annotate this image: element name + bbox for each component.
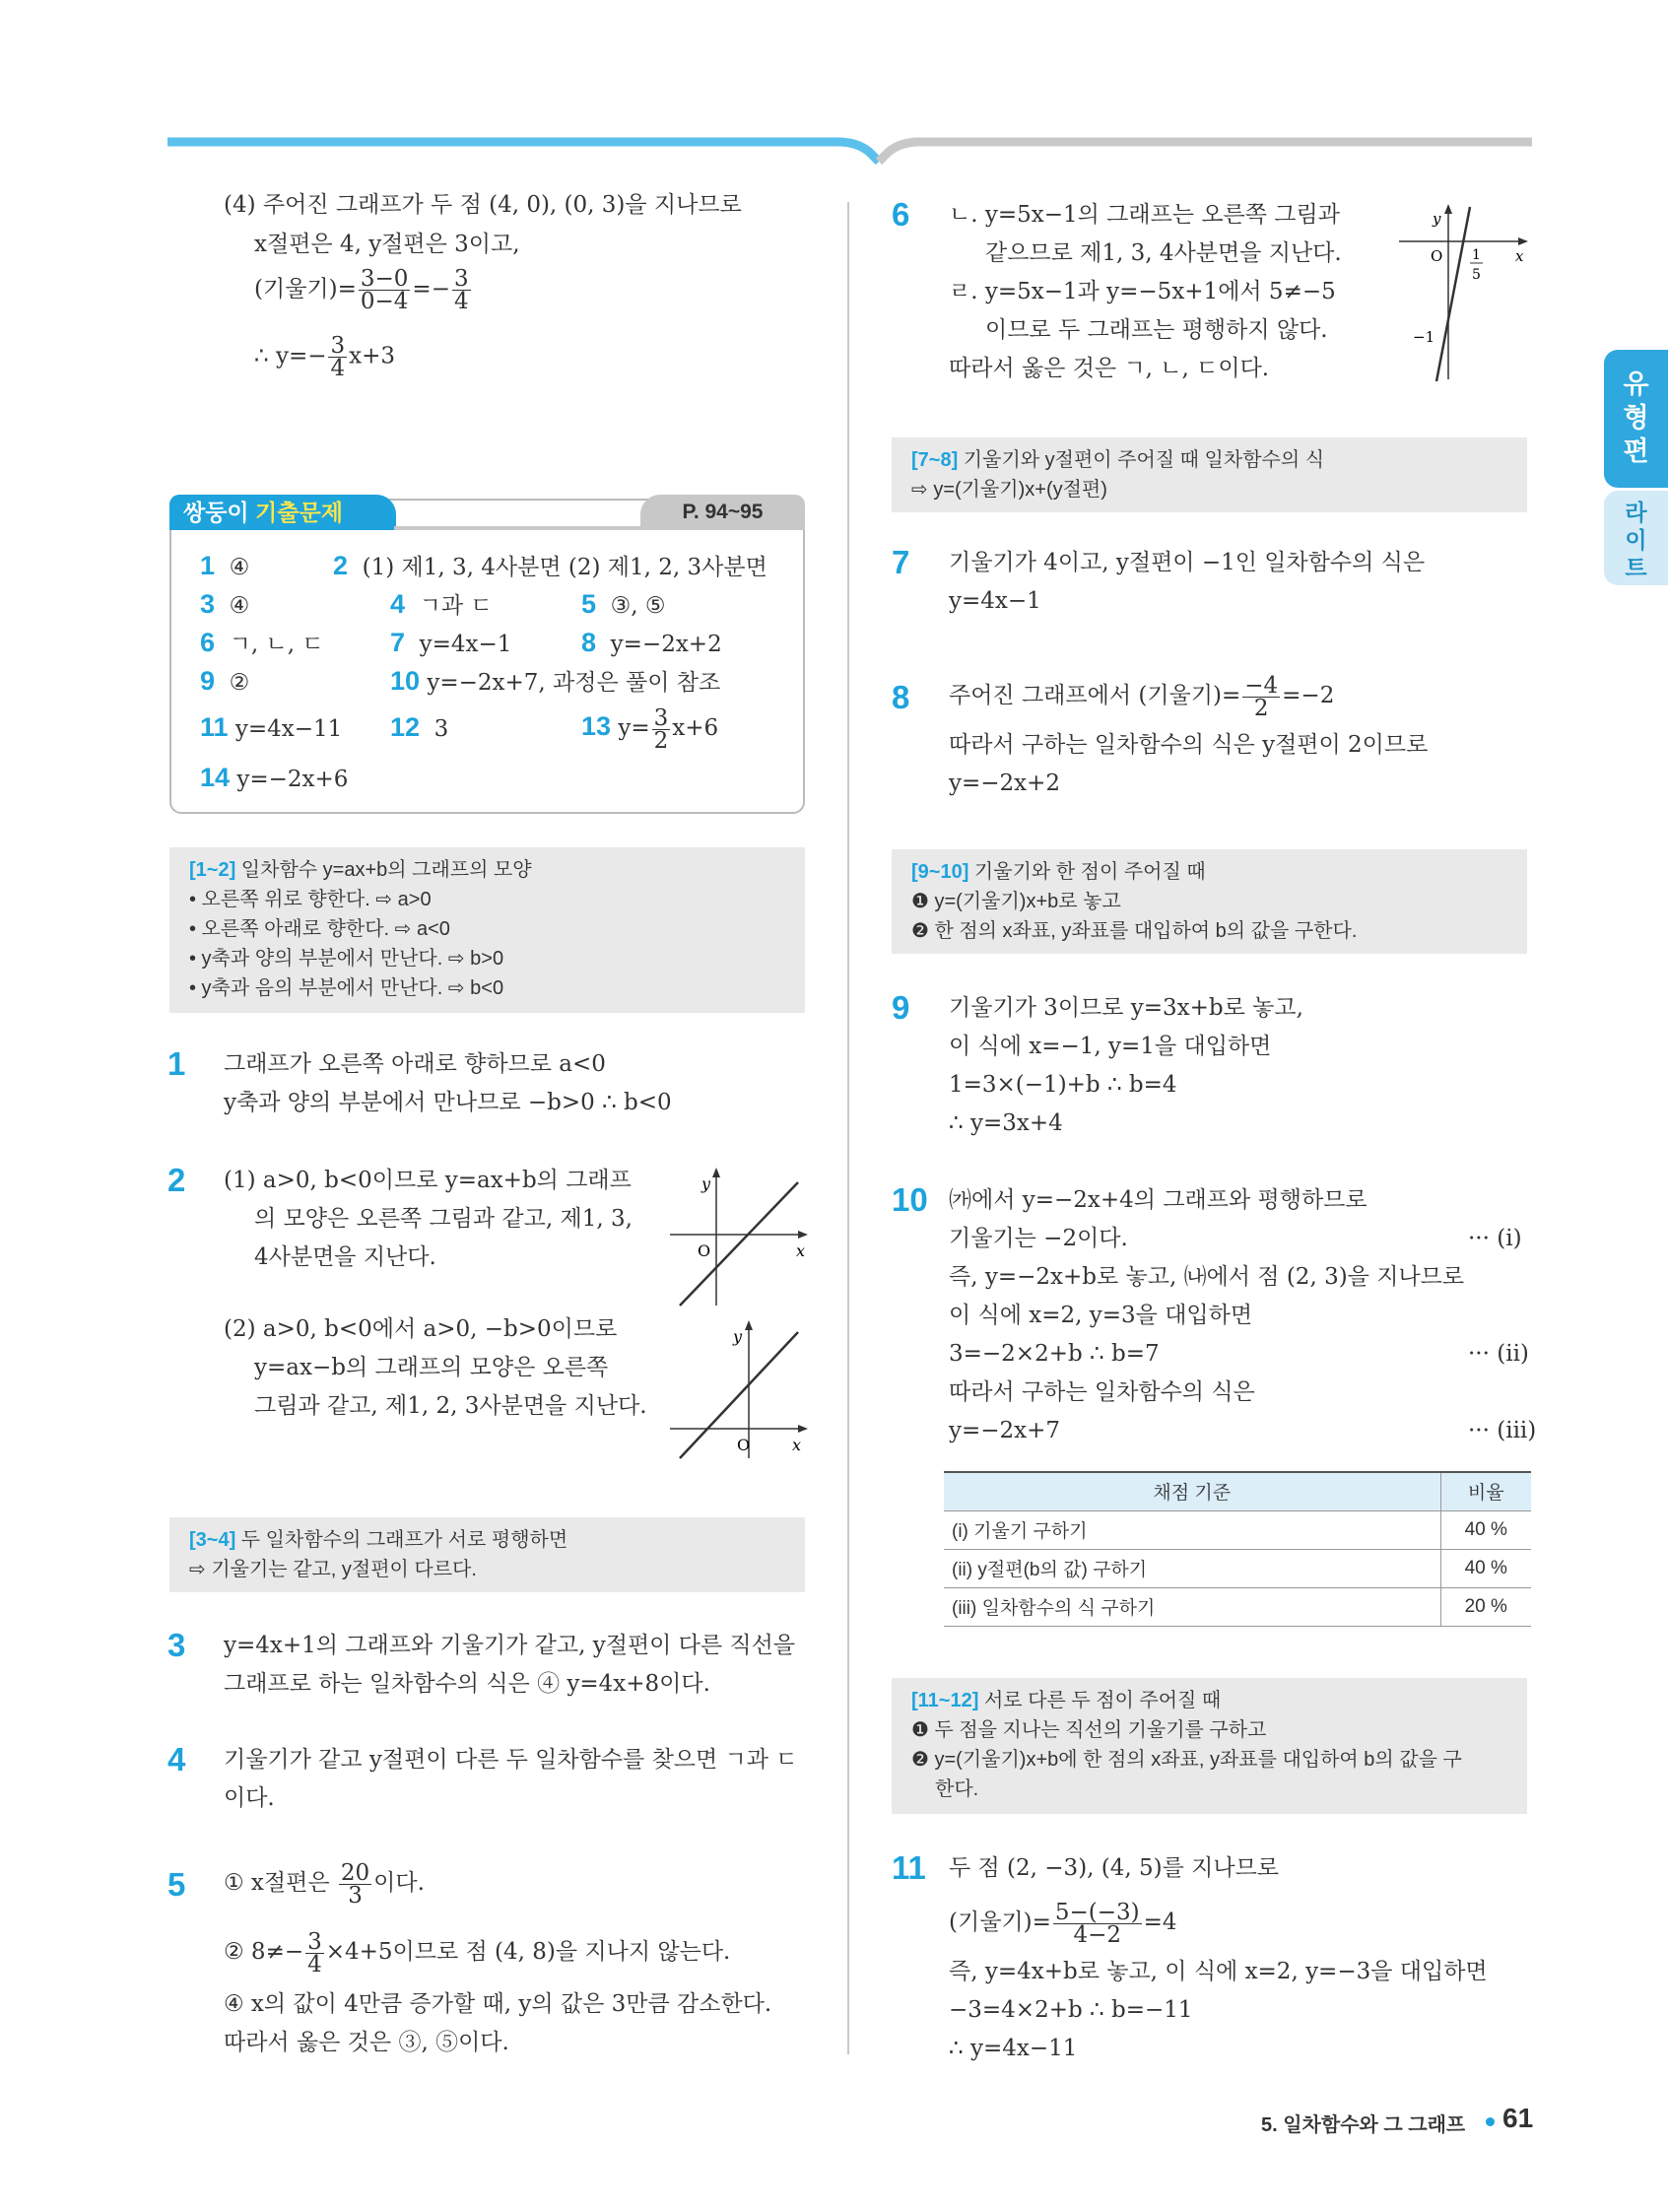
table-row: (iii) 일차함수의 식 구하기 20 % [944,1587,1531,1626]
answer-item: 7 y=4x−1 [390,628,512,657]
solution-number: 10 [892,1181,928,1218]
svg-text:O: O [698,1241,711,1260]
answers-page-range: P. 94~95 [640,495,805,530]
footer-dot [1486,2117,1495,2126]
solution-number: 3 [167,1627,186,1663]
score-marker: ··· (ii) [1468,1341,1529,1367]
svg-text:O: O [1431,247,1443,265]
svg-text:y: y [701,1174,711,1193]
answer-item: 11 y=4x−11 [200,712,343,742]
answer-item: 2 (1) 제1, 3, 4사분면 (2) 제1, 2, 3사분면 [333,551,767,580]
answer-item: 14 y=−2x+6 [200,763,349,792]
tip-box-3-4: [3~4] 두 일차함수의 그래프가 서로 평행하면 ⇨ 기울기는 같고, y절편이 다르다. [169,1517,805,1592]
answer-item: 1 ④ [200,551,250,580]
answer-item: 12 3 [390,712,449,742]
svg-text:1: 1 [1472,247,1481,263]
svg-text:5: 5 [1472,267,1481,283]
score-marker: ··· (iii) [1468,1418,1537,1443]
answer-item: 13 y= $\frac{3}{2}$ x+6 [581,704,719,754]
solution-number: 4 [167,1741,186,1777]
svg-text:−1: −1 [1413,328,1435,346]
header-bar [167,134,1532,169]
answers-header-line [394,526,640,530]
side-tab-section[interactable]: 유형편 [1604,350,1668,488]
solution-number: 5 [167,1866,186,1903]
svg-text:x: x [796,1241,806,1260]
svg-text:x: x [1515,247,1524,265]
slope-line: (기울기)= $\frac{3-0}{0-4}$ =− $\frac{3}{4}$ [254,266,469,314]
footer-chapter: 5. 일차함수와 그 그래프 [1261,2114,1466,2136]
graph-2-2 [670,1320,808,1463]
result-line: ∴ y=− $\frac{3}{4}$ x+3 [254,333,396,381]
grading-table: 채점 기준 비율 (i) 기울기 구하기 40 % (ii) y절편(b의 값) 구하기 40 % (iii) 일차함수의 식 구하기 20 % [944,1471,1531,1627]
solution-number: 2 [167,1162,186,1198]
answers-header-title: 쌍둥이 기출문제 [169,495,396,530]
answer-item: 6 ㄱ, ㄴ, ㄷ [200,628,324,657]
graph-2-1 [670,1168,808,1310]
side-tab-level[interactable]: 라이트 [1604,491,1668,585]
tip-box-11-12: [11~12] 서로 다른 두 점이 주어질 때 ❶ 두 점을 지나는 직선의 기울기를 구하고 ❷ y=(기울기)x+b에 한 점의 x좌표, y좌표를 대입하여 b의 값을 구 한다. [892,1678,1527,1814]
table-row: (i) 기울기 구하기 40 % [944,1510,1531,1549]
solution-number: 1 [167,1045,186,1082]
svg-text:O: O [737,1436,751,1454]
solution-number: 6 [892,196,910,233]
svg-text:x: x [792,1436,802,1454]
answer-item: 5 ③, ⑤ [581,589,666,619]
answer-item: 9 ② [200,666,250,696]
tip-box-9-10: [9~10] 기울기와 한 점이 주어질 때 ❶ y=(기울기)x+b로 놓고 ❷ 한 점의 x좌표, y좌표를 대입하여 b의 값을 구한다. [892,849,1527,954]
graph-6 [1399,202,1532,384]
svg-text:y: y [1433,210,1441,228]
tip-box-1-2: [1~2] 일차함수 y=ax+b의 그래프의 모양 • 오른쪽 위로 향한다. ⇨ a>0 • 오른쪽 아래로 향한다. ⇨ a<0 • y축과 양의 부분에서 만난다. ⇨ b>0 • y축과 음의 부분에서 만난다. ⇨ b<0 [169,847,805,1013]
answer-item: 3 ④ [200,589,250,619]
solution-number: 11 [892,1849,926,1886]
tip-box-7-8: [7~8] 기울기와 y절편이 주어질 때 일차함수의 식 ⇨ y=(기울기)x+(y절편) [892,437,1527,512]
solution-number: 7 [892,544,910,580]
answer-item: 8 y=−2x+2 [581,628,722,657]
answer-item: 4 ㄱ과 ㄷ [390,589,493,619]
answer-item: 10 y=−2x+7, 과정은 풀이 참조 [390,666,721,696]
svg-text:y: y [733,1327,743,1346]
page-number: 61 [1502,2103,1534,2133]
score-marker: ··· (i) [1468,1226,1522,1251]
solution-number: 8 [892,679,910,715]
column-divider [847,202,849,2054]
solution-number: 9 [892,989,910,1026]
table-row: (ii) y절편(b의 값) 구하기 40 % [944,1549,1531,1587]
